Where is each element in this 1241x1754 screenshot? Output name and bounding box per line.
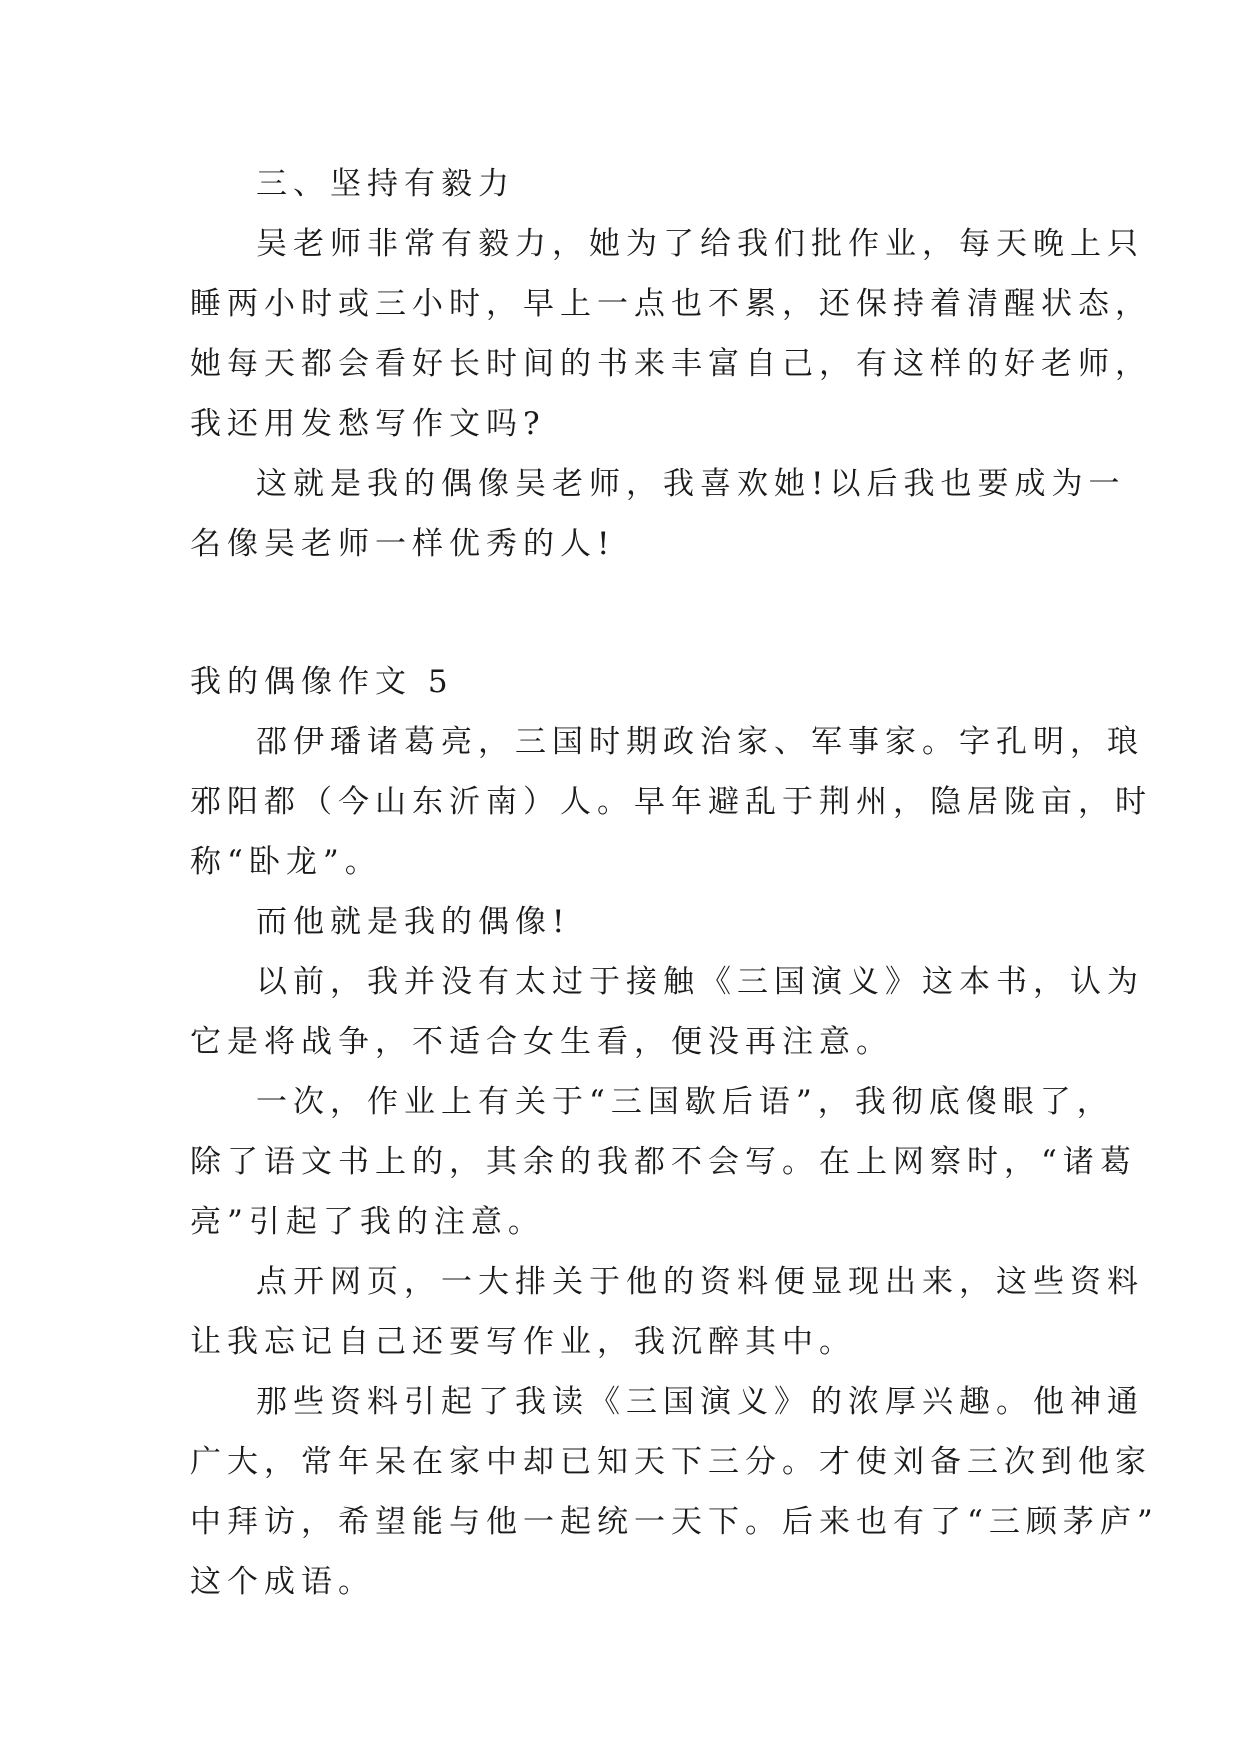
paragraph xyxy=(190,1252,1144,1372)
paragraph-line: 吴老师非常有毅力，她为了给我们批作业，每天晚上只 xyxy=(256,226,1144,262)
section-heading: 三、坚持有毅力 xyxy=(256,166,515,202)
paragraph-line: 邵伊璠诸葛亮，三国时期政治家、军事家。字孔明，琅 xyxy=(256,724,1144,760)
paragraph xyxy=(190,712,1152,892)
paragraph-line: 除了语文书上的，其余的我都不会写。在上网察时，“诸葛 xyxy=(190,1144,1137,1180)
paragraph-line: 睡两小时或三小时，早上一点也不累，还保持着清醒状态， xyxy=(190,286,1152,322)
essay-title: 我的偶像作文 5 xyxy=(190,664,454,700)
paragraph-line: 以前，我并没有太过于接触《三国演义》这本书，认为 xyxy=(256,964,1144,1000)
document-page xyxy=(190,154,1159,1612)
paragraph-line: 而他就是我的偶像! xyxy=(256,904,571,940)
paragraph-line: 中拜访，希望能与他一起统一天下。后来也有了“三顾茅庐” xyxy=(190,1504,1159,1540)
paragraph-line: 让我忘记自己还要写作业，我沉醉其中。 xyxy=(190,1324,856,1360)
paragraph-line: 那些资料引起了我读《三国演义》的浓厚兴趣。他神通 xyxy=(256,1384,1144,1420)
paragraph xyxy=(190,892,1070,952)
paragraph-line: 名像吴老师一样优秀的人! xyxy=(190,526,616,562)
paragraph-line: 点开网页，一大排关于他的资料便显现出来，这些资料 xyxy=(256,1264,1144,1300)
paragraph-line: 称“卧龙”。 xyxy=(190,844,382,880)
paragraph-line: 我还用发愁写作文吗? xyxy=(190,406,546,442)
paragraph-line: 广大，常年呆在家中却已知天下三分。才使刘备三次到他家 xyxy=(190,1444,1152,1480)
section-spacer xyxy=(190,574,1070,652)
paragraph-line: 这就是我的偶像吴老师，我喜欢她!以后我也要成为一 xyxy=(256,466,1126,502)
paragraph-line: 邪阳都（今山东沂南）人。早年避乱于荆州，隐居陇亩，时 xyxy=(190,784,1152,820)
paragraph-line: 它是将战争，不适合女生看，便没再注意。 xyxy=(190,1024,893,1060)
paragraph xyxy=(190,214,1152,454)
paragraph-line: 一次，作业上有关于“三国歇后语”，我彻底傻眼了， xyxy=(256,1084,1114,1120)
paragraph-line: 她每天都会看好长时间的书来丰富自己，有这样的好老师， xyxy=(190,346,1152,382)
paragraph xyxy=(190,1072,1137,1252)
paragraph xyxy=(190,1372,1159,1612)
paragraph-line: 这个成语。 xyxy=(190,1564,375,1600)
paragraph xyxy=(190,952,1144,1072)
paragraph-line: 亮”引起了我的注意。 xyxy=(190,1204,545,1240)
paragraph xyxy=(190,454,1126,574)
